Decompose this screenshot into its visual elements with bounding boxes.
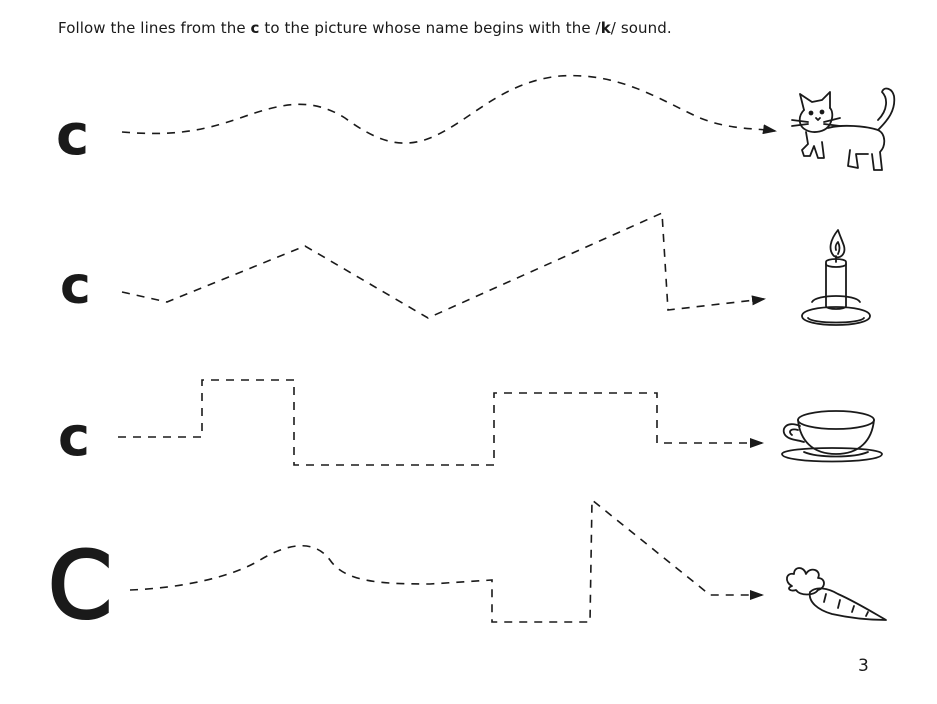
instruction-text-3: / sound. <box>610 19 672 37</box>
dotted-path-row-4[interactable] <box>130 500 762 622</box>
instruction-text-2: to the picture whose name begins with the / <box>264 19 601 37</box>
letter-c-row-3: c <box>58 405 91 468</box>
cup-icon[interactable] <box>778 402 886 472</box>
instruction-sound: k <box>600 19 611 37</box>
carrot-icon[interactable] <box>780 562 890 624</box>
candle-icon[interactable] <box>798 228 874 334</box>
cat-icon[interactable] <box>778 80 900 180</box>
instruction-letter: c <box>250 19 260 37</box>
letter-c-row-2: c <box>60 256 91 316</box>
dotted-path-row-1[interactable] <box>122 76 775 144</box>
instruction-text: Follow the lines from the <box>58 19 246 37</box>
dotted-path-row-2[interactable] <box>122 213 764 318</box>
page-number: 3 <box>858 656 869 676</box>
dotted-path-row-3[interactable] <box>118 380 762 465</box>
letter-c-row-1: c <box>56 103 90 168</box>
letter-c-row-4: C <box>48 532 113 639</box>
